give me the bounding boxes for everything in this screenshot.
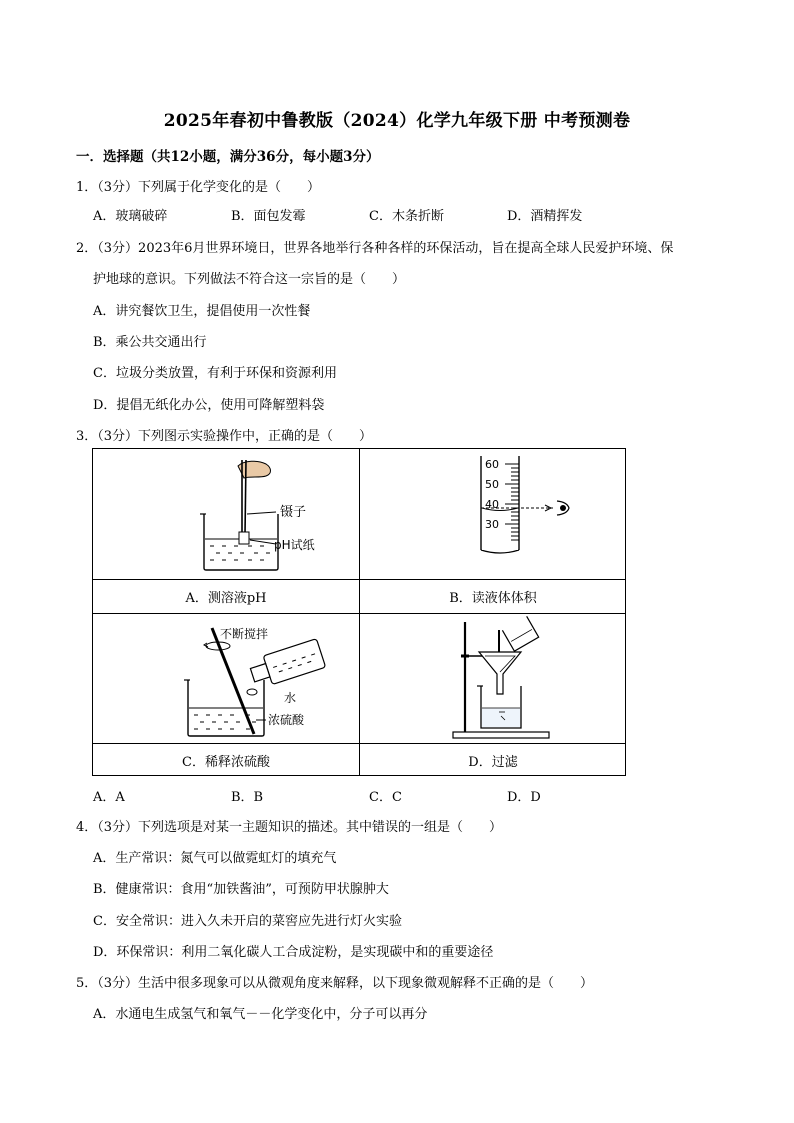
- question-1-options: [93, 205, 653, 224]
- figure-b-read-volume: [360, 449, 626, 579]
- q1-option-c[interactable]: C．木条折断: [369, 209, 444, 224]
- figure-c-label-water: 水: [284, 691, 297, 705]
- figure-d-filtration: [360, 614, 626, 743]
- question-1-stem: 1．（3分）下列属于化学变化的是（ ）: [76, 180, 321, 195]
- q3-option-d[interactable]: D．D: [507, 790, 541, 805]
- figure-a-caption: A．测溶液pH: [185, 591, 267, 606]
- figure-c-caption: C．稀释浓硫酸: [182, 755, 270, 770]
- q2-option-d[interactable]: D．提倡无纸化办公，使用可降解塑料袋: [93, 398, 325, 413]
- q3-option-b[interactable]: B．B: [231, 790, 264, 805]
- q4-option-a[interactable]: A．生产常识：氮气可以做霓虹灯的填充气: [93, 851, 337, 866]
- figure-b-tick-60: 60: [485, 457, 499, 471]
- figure-b-tick-30: 30: [485, 517, 499, 531]
- q3-option-c[interactable]: C．C: [369, 790, 402, 805]
- figure-a-ph-test: [93, 449, 359, 579]
- question-5-stem: 5．（3分）生活中很多现象可以从微观角度来解释，以下现象微观解释不正确的是（ ）: [76, 976, 594, 991]
- page-title: 2025年春初中鲁教版（2024）化学九年级下册 中考预测卷: [163, 111, 631, 131]
- q1-option-a[interactable]: A．玻璃破碎: [93, 209, 168, 224]
- q1-option-d[interactable]: D．酒精挥发: [507, 209, 583, 224]
- figure-c-dilute-acid: [93, 614, 359, 743]
- q2-option-a[interactable]: A．讲究餐饮卫生，提倡使用一次性餐: [93, 304, 311, 319]
- question-4-stem: 4．（3分）下列选项是对某一主题知识的描述。其中错误的一组是（ ）: [76, 820, 503, 835]
- q2-option-b[interactable]: B．乘公共交通出行: [93, 335, 207, 350]
- q5-option-a[interactable]: A．水通电生成氢气和氧气－－化学变化中，分子可以再分: [93, 1007, 428, 1022]
- experiment-figure-table: [92, 448, 626, 776]
- q4-option-d[interactable]: D．环保常识：利用二氧化碳人工合成淀粉，是实现碳中和的重要途径: [93, 945, 494, 960]
- question-2-stem-line1: 2．（3分）2023年6月世界环境日，世界各地举行各种各样的环保活动，旨在提高全球人民爱护环境、保: [76, 241, 674, 256]
- question-3-options: [93, 786, 645, 805]
- question-2-stem-line2: 护地球的意识。下列做法不符合这一宗旨的是（ ）: [93, 272, 406, 287]
- figure-c-label-acid: 浓硫酸: [268, 713, 305, 727]
- question-3-stem: 3．（3分）下列图示实验操作中，正确的是（ ）: [76, 429, 373, 444]
- figure-a-label-ph-paper: pH试纸: [274, 537, 315, 552]
- q4-option-b[interactable]: B．健康常识：食用“加铁酱油”，可预防甲状腺肿大: [93, 882, 389, 897]
- figure-b-tick-50: 50: [485, 477, 499, 491]
- q2-option-c[interactable]: C．垃圾分类放置，有利于环保和资源利用: [93, 366, 337, 381]
- figure-d-caption: D．过滤: [468, 755, 518, 770]
- figure-c-label-stir: 不断搅拌: [220, 627, 269, 641]
- figure-b-caption: B．读液体体积: [449, 591, 537, 606]
- q3-option-a[interactable]: A．A: [93, 790, 125, 805]
- figure-b-tick-40: 40: [485, 497, 499, 511]
- figure-a-label-tweezers: 镊子: [280, 504, 307, 520]
- q1-option-b[interactable]: B．面包发霉: [231, 209, 306, 224]
- section-heading: 一．选择题（共12小题，满分36分，每小题3分）: [76, 149, 380, 165]
- q4-option-c[interactable]: C．安全常识：进入久未开启的菜窖应先进行灯火实验: [93, 914, 402, 929]
